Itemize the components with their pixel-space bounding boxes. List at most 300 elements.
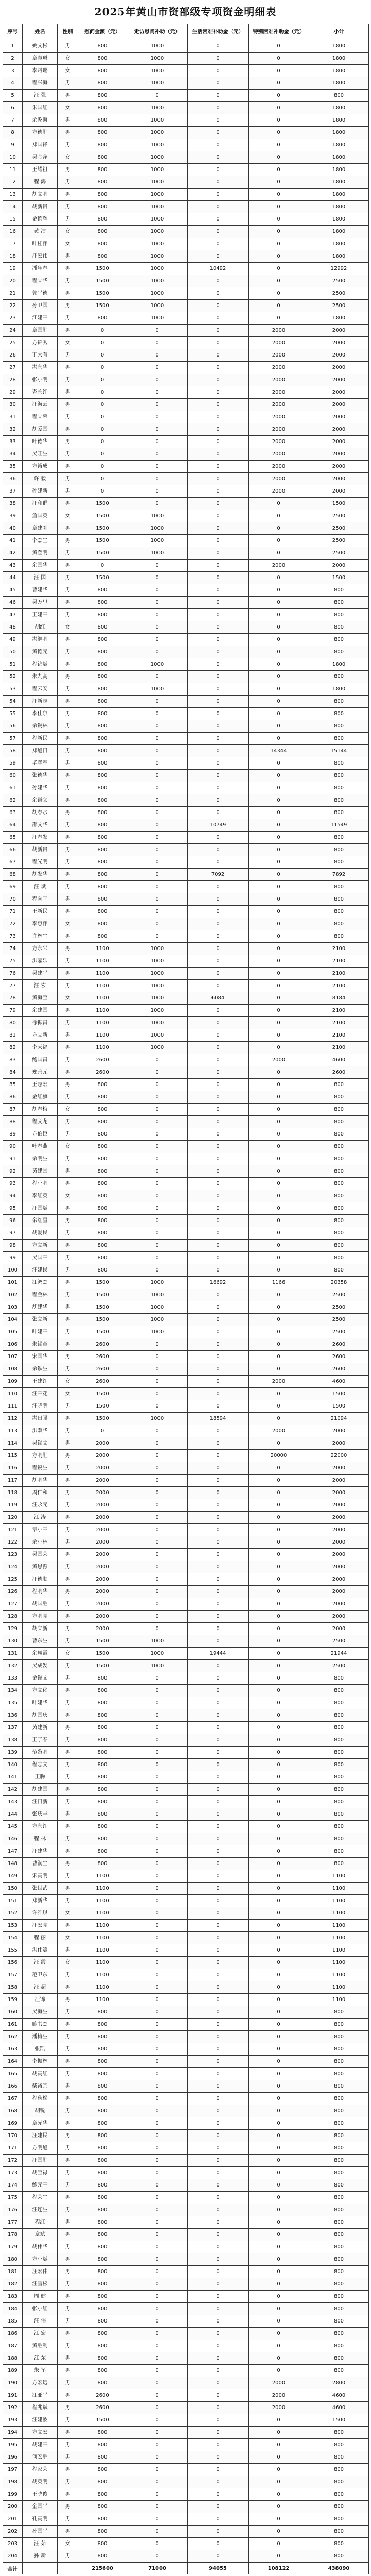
cell-condolence: 800 bbox=[78, 1771, 127, 1784]
cell-visit-subsidy: 0 bbox=[127, 930, 188, 943]
cell-index: 87 bbox=[3, 1104, 23, 1116]
cell-visit-subsidy: 0 bbox=[127, 1512, 188, 1524]
cell-subtotal: 2500 bbox=[309, 1326, 369, 1338]
table-row bbox=[3, 176, 369, 189]
cell-visit-subsidy: 0 bbox=[127, 2179, 188, 2192]
cell-name: 洪日强 bbox=[23, 1413, 58, 1425]
cell-index: 175 bbox=[3, 2192, 23, 2204]
cell-condolence: 2000 bbox=[78, 1499, 127, 1512]
cell-living-subsidy: 0 bbox=[188, 2464, 249, 2476]
cell-index: 28 bbox=[3, 374, 23, 386]
cell-subtotal: 2000 bbox=[309, 411, 369, 423]
cell-visit-subsidy: 0 bbox=[127, 881, 188, 893]
cell-living-subsidy: 0 bbox=[188, 1821, 249, 1833]
cell-visit-subsidy: 0 bbox=[127, 2402, 188, 2414]
cell-condolence: 800 bbox=[78, 1215, 127, 1227]
cell-condolence: 800 bbox=[78, 683, 127, 696]
cell-living-subsidy: 0 bbox=[188, 1623, 249, 1635]
cell-living-subsidy: 0 bbox=[188, 2266, 249, 2278]
cell-gender: 男 bbox=[58, 1994, 78, 2006]
cell-visit-subsidy: 0 bbox=[127, 1944, 188, 1957]
cell-special-subsidy: 0 bbox=[249, 1400, 309, 1413]
table-row bbox=[3, 473, 369, 485]
cell-condolence: 800 bbox=[78, 1685, 127, 1697]
table-row bbox=[3, 671, 369, 683]
cell-index: 79 bbox=[3, 1005, 23, 1017]
cell-special-subsidy: 0 bbox=[249, 1697, 309, 1709]
cell-name: 张世武 bbox=[23, 1883, 58, 1895]
cell-index: 192 bbox=[3, 2402, 23, 2414]
cell-name: 吴旺生 bbox=[23, 448, 58, 461]
cell-visit-subsidy: 0 bbox=[127, 1561, 188, 1573]
cell-index: 128 bbox=[3, 1611, 23, 1623]
cell-subtotal: 800 bbox=[309, 2216, 369, 2229]
cell-visit-subsidy: 1000 bbox=[127, 547, 188, 560]
cell-name: 汪建波 bbox=[23, 2414, 58, 2427]
cell-condolence: 0 bbox=[78, 461, 127, 473]
cell-index: 200 bbox=[3, 2501, 23, 2513]
cell-living-subsidy: 0 bbox=[188, 1660, 249, 1672]
cell-special-subsidy: 0 bbox=[249, 176, 309, 189]
cell-name: 江建平 bbox=[23, 312, 58, 325]
cell-living-subsidy: 0 bbox=[188, 1932, 249, 1944]
cell-gender: 男 bbox=[58, 1165, 78, 1178]
cell-name: 方永兴 bbox=[23, 943, 58, 955]
cell-condolence: 0 bbox=[78, 436, 127, 448]
cell-special-subsidy: 2000 bbox=[249, 485, 309, 498]
cell-index: 142 bbox=[3, 1784, 23, 1796]
cell-visit-subsidy: 0 bbox=[127, 584, 188, 597]
cell-visit-subsidy: 0 bbox=[127, 1462, 188, 1475]
cell-gender: 男 bbox=[58, 2278, 78, 2291]
table-row bbox=[3, 1301, 369, 1314]
cell-living-subsidy: 0 bbox=[188, 114, 249, 127]
cell-index: 125 bbox=[3, 1573, 23, 1586]
cell-name: 金国平 bbox=[23, 2501, 58, 2513]
cell-visit-subsidy: 0 bbox=[127, 2414, 188, 2427]
cell-special-subsidy: 0 bbox=[249, 869, 309, 881]
cell-gender: 男 bbox=[58, 1462, 78, 1475]
cell-index: 146 bbox=[3, 1833, 23, 1845]
cell-name: 江 涛 bbox=[23, 1512, 58, 1524]
cell-gender: 男 bbox=[58, 943, 78, 955]
cell-name: 王子春 bbox=[23, 1734, 58, 1747]
cell-subtotal: 800 bbox=[309, 2241, 369, 2253]
cell-visit-subsidy: 0 bbox=[127, 2068, 188, 2080]
cell-special-subsidy: 0 bbox=[249, 1969, 309, 1981]
cell-special-subsidy: 0 bbox=[249, 2117, 309, 2130]
table-row bbox=[3, 1017, 369, 1029]
cell-condolence: 800 bbox=[78, 2043, 127, 2056]
cell-special-subsidy: 0 bbox=[249, 1944, 309, 1957]
cell-index: 158 bbox=[3, 1981, 23, 1994]
cell-living-subsidy: 0 bbox=[188, 1178, 249, 1190]
cell-condolence: 800 bbox=[78, 2216, 127, 2229]
cell-name: 鲍书杰 bbox=[23, 2019, 58, 2031]
cell-gender: 男 bbox=[58, 1425, 78, 1437]
cell-gender: 男 bbox=[58, 2389, 78, 2402]
cell-visit-subsidy: 0 bbox=[127, 2043, 188, 2056]
cell-living-subsidy: 0 bbox=[188, 2488, 249, 2501]
cell-gender: 男 bbox=[58, 2402, 78, 2414]
cell-special-subsidy: 0 bbox=[249, 1314, 309, 1326]
cell-living-subsidy: 0 bbox=[188, 1920, 249, 1932]
table-row bbox=[3, 1450, 369, 1462]
table-row bbox=[3, 1277, 369, 1289]
header-cell-name: 姓名 bbox=[23, 24, 58, 40]
cell-visit-subsidy: 0 bbox=[127, 1091, 188, 1104]
cell-subtotal: 1100 bbox=[309, 1932, 369, 1944]
cell-visit-subsidy: 1000 bbox=[127, 238, 188, 250]
cell-gender: 男 bbox=[58, 634, 78, 646]
cell-name: 李天福 bbox=[23, 1042, 58, 1054]
cell-index: 97 bbox=[3, 1227, 23, 1240]
table-row bbox=[3, 1326, 369, 1338]
cell-special-subsidy: 0 bbox=[249, 646, 309, 658]
table-row bbox=[3, 782, 369, 794]
table-row bbox=[3, 2093, 369, 2105]
cell-visit-subsidy: 0 bbox=[127, 1054, 188, 1066]
cell-condolence: 800 bbox=[78, 189, 127, 201]
cell-living-subsidy: 0 bbox=[188, 325, 249, 337]
cell-name: 汪 霞 bbox=[23, 1957, 58, 1969]
cell-gender: 女 bbox=[58, 102, 78, 114]
table-row bbox=[3, 980, 369, 992]
cell-condolence: 0 bbox=[78, 349, 127, 362]
cell-special-subsidy: 0 bbox=[249, 1524, 309, 1536]
cell-special-subsidy: 0 bbox=[249, 584, 309, 597]
cell-condolence: 800 bbox=[78, 2538, 127, 2550]
cell-name: 余小林 bbox=[23, 1536, 58, 1549]
table-row bbox=[3, 238, 369, 250]
cell-special-subsidy: 0 bbox=[249, 955, 309, 968]
cell-name: 胡新贵 bbox=[23, 201, 58, 213]
cell-gender: 男 bbox=[58, 1920, 78, 1932]
cell-subtotal: 800 bbox=[309, 794, 369, 807]
cell-gender: 男 bbox=[58, 2204, 78, 2216]
table-row bbox=[3, 1128, 369, 1141]
cell-index: 8 bbox=[3, 127, 23, 139]
cell-subtotal: 800 bbox=[309, 856, 369, 869]
table-row bbox=[3, 226, 369, 238]
cell-visit-subsidy: 0 bbox=[127, 1672, 188, 1685]
cell-subtotal: 800 bbox=[309, 1104, 369, 1116]
cell-index: 25 bbox=[3, 337, 23, 349]
cell-living-subsidy: 0 bbox=[188, 2056, 249, 2068]
table-row bbox=[3, 2550, 369, 2563]
cell-living-subsidy: 0 bbox=[188, 2167, 249, 2179]
cell-subtotal: 1800 bbox=[309, 683, 369, 696]
cell-index: 95 bbox=[3, 1202, 23, 1215]
cell-living-subsidy: 0 bbox=[188, 2513, 249, 2526]
cell-subtotal: 1100 bbox=[309, 1957, 369, 1969]
cell-index: 191 bbox=[3, 2389, 23, 2402]
cell-living-subsidy: 0 bbox=[188, 1301, 249, 1314]
cell-special-subsidy: 0 bbox=[249, 968, 309, 980]
table-row bbox=[3, 1697, 369, 1709]
cell-special-subsidy: 0 bbox=[249, 1648, 309, 1660]
cell-condolence: 0 bbox=[78, 399, 127, 411]
cell-special-subsidy: 0 bbox=[249, 1462, 309, 1475]
cell-special-subsidy: 0 bbox=[249, 300, 309, 312]
cell-subtotal: 800 bbox=[309, 881, 369, 893]
cell-condolence: 1100 bbox=[78, 1957, 127, 1969]
cell-subtotal: 800 bbox=[309, 2266, 369, 2278]
cell-gender: 男 bbox=[58, 2488, 78, 2501]
cell-special-subsidy: 2000 bbox=[249, 2389, 309, 2402]
cell-visit-subsidy: 1000 bbox=[127, 189, 188, 201]
cell-living-subsidy: 0 bbox=[188, 2427, 249, 2439]
cell-index: 114 bbox=[3, 1437, 23, 1450]
cell-living-subsidy: 0 bbox=[188, 201, 249, 213]
cell-name: 吴万里 bbox=[23, 597, 58, 609]
cell-gender: 男 bbox=[58, 1536, 78, 1549]
cell-index: 102 bbox=[3, 1289, 23, 1301]
cell-gender: 男 bbox=[58, 1289, 78, 1301]
cell-living-subsidy: 0 bbox=[188, 1994, 249, 2006]
table-row bbox=[3, 2340, 369, 2352]
cell-visit-subsidy: 0 bbox=[127, 1821, 188, 1833]
cell-living-subsidy: 0 bbox=[188, 1425, 249, 1437]
cell-gender: 男 bbox=[58, 2006, 78, 2019]
cell-living-subsidy: 0 bbox=[188, 1215, 249, 1227]
cell-condolence: 1100 bbox=[78, 1029, 127, 1042]
cell-index: 45 bbox=[3, 584, 23, 597]
cell-subtotal: 4600 bbox=[309, 1376, 369, 1388]
cell-living-subsidy: 0 bbox=[188, 2303, 249, 2315]
cell-condolence: 1100 bbox=[78, 1932, 127, 1944]
cell-condolence: 800 bbox=[78, 114, 127, 127]
cell-gender: 男 bbox=[58, 1524, 78, 1536]
cell-living-subsidy: 0 bbox=[188, 1907, 249, 1920]
cell-living-subsidy: 0 bbox=[188, 2105, 249, 2117]
cell-condolence: 800 bbox=[78, 720, 127, 733]
cell-visit-subsidy: 0 bbox=[127, 696, 188, 708]
cell-gender: 男 bbox=[58, 646, 78, 658]
cell-special-subsidy: 0 bbox=[249, 2278, 309, 2291]
cell-subtotal: 800 bbox=[309, 1858, 369, 1870]
cell-name: 胡锐 bbox=[23, 2105, 58, 2117]
cell-special-subsidy: 0 bbox=[249, 696, 309, 708]
cell-name: 汪雪松 bbox=[23, 2278, 58, 2291]
cell-visit-subsidy: 1000 bbox=[127, 201, 188, 213]
cell-name: 黄思源 bbox=[23, 1561, 58, 1573]
table-row bbox=[3, 436, 369, 448]
cell-special-subsidy: 0 bbox=[249, 856, 309, 869]
cell-condolence: 800 bbox=[78, 881, 127, 893]
cell-index: 18 bbox=[3, 250, 23, 263]
cell-condolence: 800 bbox=[78, 102, 127, 114]
cell-special-subsidy: 0 bbox=[249, 2019, 309, 2031]
cell-subtotal: 2000 bbox=[309, 423, 369, 436]
cell-gender: 男 bbox=[58, 745, 78, 757]
table-row bbox=[3, 1141, 369, 1153]
cell-condolence: 800 bbox=[78, 794, 127, 807]
table-row bbox=[3, 1499, 369, 1512]
cell-condolence: 1100 bbox=[78, 1969, 127, 1981]
table-row bbox=[3, 1969, 369, 1981]
cell-special-subsidy: 0 bbox=[249, 1994, 309, 2006]
cell-special-subsidy: 2000 bbox=[249, 325, 309, 337]
cell-name: 姚文彬 bbox=[23, 40, 58, 53]
cell-special-subsidy: 0 bbox=[249, 1932, 309, 1944]
cell-name: 宋高明 bbox=[23, 1870, 58, 1883]
cell-subtotal: 800 bbox=[309, 2315, 369, 2328]
cell-living-subsidy: 0 bbox=[188, 1771, 249, 1784]
table-row bbox=[3, 1388, 369, 1400]
cell-index: 2 bbox=[3, 53, 23, 65]
table-row bbox=[3, 1042, 369, 1054]
cell-index: 48 bbox=[3, 621, 23, 634]
cell-special-subsidy: 0 bbox=[249, 151, 309, 164]
cell-visit-subsidy: 0 bbox=[127, 2476, 188, 2488]
cell-visit-subsidy: 0 bbox=[127, 1499, 188, 1512]
cell-name: 范黎明 bbox=[23, 1747, 58, 1759]
cell-gender: 男 bbox=[58, 2526, 78, 2538]
cell-special-subsidy: 0 bbox=[249, 275, 309, 287]
cell-index: 11 bbox=[3, 164, 23, 176]
cell-visit-subsidy: 1000 bbox=[127, 1042, 188, 1054]
cell-visit-subsidy: 0 bbox=[127, 1079, 188, 1091]
cell-gender: 男 bbox=[58, 176, 78, 189]
cell-gender: 男 bbox=[58, 2167, 78, 2179]
cell-living-subsidy: 0 bbox=[188, 535, 249, 547]
cell-special-subsidy: 0 bbox=[249, 287, 309, 300]
cell-special-subsidy: 0 bbox=[249, 1363, 309, 1376]
table-row bbox=[3, 1376, 369, 1388]
cell-special-subsidy: 0 bbox=[249, 1685, 309, 1697]
table-row bbox=[3, 584, 369, 597]
cell-name: 江鸿杰 bbox=[23, 1277, 58, 1289]
cell-special-subsidy: 2000 bbox=[249, 461, 309, 473]
cell-gender: 男 bbox=[58, 325, 78, 337]
cell-special-subsidy: 0 bbox=[249, 1870, 309, 1883]
cell-special-subsidy: 0 bbox=[249, 1895, 309, 1907]
cell-living-subsidy: 0 bbox=[188, 1487, 249, 1499]
cell-gender: 男 bbox=[58, 1981, 78, 1994]
cell-name: 胡建华 bbox=[23, 1301, 58, 1314]
cell-name: 余建国 bbox=[23, 1005, 58, 1017]
cell-special-subsidy: 2000 bbox=[249, 362, 309, 374]
table-row bbox=[3, 930, 369, 943]
cell-gender: 女 bbox=[58, 1388, 78, 1400]
cell-visit-subsidy: 1000 bbox=[127, 980, 188, 992]
cell-subtotal: 2000 bbox=[309, 1586, 369, 1598]
cell-condolence: 1100 bbox=[78, 1005, 127, 1017]
cell-name: 章斌 bbox=[23, 2229, 58, 2241]
cell-gender: 男 bbox=[58, 1623, 78, 1635]
table-row bbox=[3, 2241, 369, 2253]
table-row bbox=[3, 2266, 369, 2278]
table-row bbox=[3, 1796, 369, 1808]
cell-condolence: 800 bbox=[78, 2526, 127, 2538]
cell-special-subsidy: 0 bbox=[249, 943, 309, 955]
cell-living-subsidy: 18594 bbox=[188, 1413, 249, 1425]
table-row bbox=[3, 1165, 369, 1178]
table-row bbox=[3, 201, 369, 213]
cell-condolence: 800 bbox=[78, 2513, 127, 2526]
cell-gender: 女 bbox=[58, 1104, 78, 1116]
cell-special-subsidy: 0 bbox=[249, 2093, 309, 2105]
cell-gender: 男 bbox=[58, 1685, 78, 1697]
cell-special-subsidy: 0 bbox=[249, 2179, 309, 2192]
cell-living-subsidy: 0 bbox=[188, 238, 249, 250]
cell-special-subsidy: 0 bbox=[249, 1079, 309, 1091]
cell-gender: 男 bbox=[58, 2328, 78, 2340]
cell-gender: 男 bbox=[58, 869, 78, 881]
table-row bbox=[3, 1907, 369, 1920]
cell-gender: 男 bbox=[58, 201, 78, 213]
cell-living-subsidy: 0 bbox=[188, 547, 249, 560]
table-row bbox=[3, 1821, 369, 1833]
cell-living-subsidy: 0 bbox=[188, 312, 249, 325]
cell-condolence: 800 bbox=[78, 918, 127, 930]
cell-name: 潘梅生 bbox=[23, 2031, 58, 2043]
cell-living-subsidy: 0 bbox=[188, 1858, 249, 1870]
table-row bbox=[3, 1363, 369, 1376]
cell-visit-subsidy: 0 bbox=[127, 1957, 188, 1969]
cell-condolence: 2000 bbox=[78, 1549, 127, 1561]
cell-name: 王建红 bbox=[23, 1376, 58, 1388]
cell-gender: 男 bbox=[58, 1227, 78, 1240]
cell-name: 胡高红 bbox=[23, 2068, 58, 2080]
table-row bbox=[3, 90, 369, 102]
cell-name: 章慧琳 bbox=[23, 53, 58, 65]
cell-subtotal: 2500 bbox=[309, 1635, 369, 1648]
cell-visit-subsidy: 1000 bbox=[127, 955, 188, 968]
cell-condolence: 800 bbox=[78, 770, 127, 782]
cell-gender: 男 bbox=[58, 2451, 78, 2464]
table-row bbox=[3, 708, 369, 720]
cell-index: 186 bbox=[3, 2328, 23, 2340]
cell-special-subsidy: 0 bbox=[249, 535, 309, 547]
cell-subtotal: 800 bbox=[309, 2105, 369, 2117]
cell-name: 江 宏 bbox=[23, 2328, 58, 2340]
cell-living-subsidy: 0 bbox=[188, 930, 249, 943]
cell-name: 叶建平 bbox=[23, 1326, 58, 1338]
cell-living-subsidy: 0 bbox=[188, 423, 249, 436]
cell-condolence: 800 bbox=[78, 213, 127, 226]
cell-subtotal: 2000 bbox=[309, 1623, 369, 1635]
cell-condolence: 1500 bbox=[78, 1660, 127, 1672]
cell-name: 李惠萍 bbox=[23, 918, 58, 930]
cell-condolence: 800 bbox=[78, 2056, 127, 2068]
cell-condolence: 0 bbox=[78, 386, 127, 399]
cell-index: 19 bbox=[3, 263, 23, 275]
table-row bbox=[3, 2019, 369, 2031]
cell-subtotal: 800 bbox=[309, 2451, 369, 2464]
cell-special-subsidy: 0 bbox=[249, 1573, 309, 1586]
cell-special-subsidy: 0 bbox=[249, 2488, 309, 2501]
cell-gender: 男 bbox=[58, 2501, 78, 2513]
cell-subtotal: 1800 bbox=[309, 114, 369, 127]
cell-name: 胡发华 bbox=[23, 869, 58, 881]
cell-gender: 男 bbox=[58, 980, 78, 992]
cell-visit-subsidy: 0 bbox=[127, 399, 188, 411]
cell-visit-subsidy: 0 bbox=[127, 2056, 188, 2068]
cell-visit-subsidy: 0 bbox=[127, 1153, 188, 1165]
table-row bbox=[3, 2439, 369, 2451]
cell-subtotal: 2500 bbox=[309, 1314, 369, 1326]
table-row bbox=[3, 2229, 369, 2241]
cell-subtotal: 12992 bbox=[309, 263, 369, 275]
cell-index: 85 bbox=[3, 1079, 23, 1091]
cell-subtotal: 800 bbox=[309, 696, 369, 708]
cell-gender: 男 bbox=[58, 856, 78, 869]
cell-living-subsidy: 0 bbox=[188, 1734, 249, 1747]
table-row bbox=[3, 1870, 369, 1883]
table-row bbox=[3, 547, 369, 560]
